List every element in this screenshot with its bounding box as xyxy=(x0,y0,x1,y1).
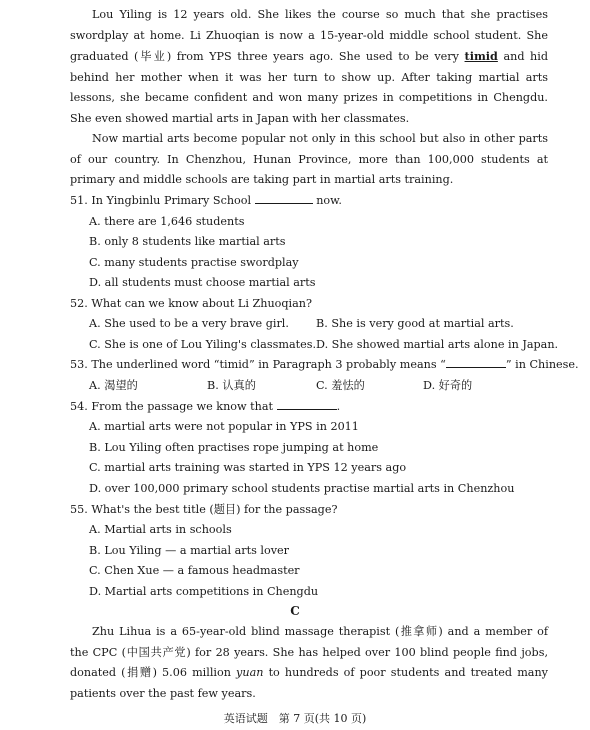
question-stem-end: . xyxy=(336,400,341,413)
option-53-b: B. 认真的 xyxy=(207,379,256,392)
option-53-c: C. 羞怯的 xyxy=(316,379,365,392)
option-54-a: A. martial arts were not popular in YPS in 2011 xyxy=(89,420,359,433)
option-53-a: A. 渴望的 xyxy=(89,379,138,392)
option-51-a: A. there are 1,646 students xyxy=(89,215,245,228)
option-54-d: D. over 100,000 primary school students practise martial arts in Chenzhou xyxy=(89,482,515,495)
question-stem-end: now. xyxy=(316,194,342,207)
section-c-heading: C xyxy=(290,604,300,618)
paragraph-text: Zhu Lihua is a 65-year-old blind massage therapist (推拿师) and a member of the CPC (中国共产党) for 28 years. She has helped over 100 blind people find jobs, donated (捐赠) 5.06 million xyxy=(70,625,548,680)
question-54 xyxy=(70,397,340,418)
option-52-b: B. She is very good at martial arts. xyxy=(316,317,514,330)
paragraph-text: Lou Yiling is 12 years old. She likes the course so much that she practises swordplay at home. Li Zhuoqian is now a 15-year-old middle school student. She graduated (毕业) from YPS three years ago. She used to be very xyxy=(70,8,548,64)
question-51 xyxy=(70,191,342,212)
question-stem: 53. The underlined word “timid” in Paragraph 3 probably means “ xyxy=(70,358,446,371)
question-stem: 51. In Yingbinlu Primary School xyxy=(70,194,252,207)
option-51-d: D. all students must choose martial arts xyxy=(89,276,316,289)
paragraph-text: to hundreds of poor students and treated many patients over the past few years. xyxy=(70,666,549,700)
question-stem: 54. From the passage we know that xyxy=(70,400,274,413)
option-53-d: D. 好奇的 xyxy=(423,379,473,392)
page-footer: 英语试题 第 7 页(共 10 页) xyxy=(223,712,367,725)
paragraph-text: Now martial arts become popular not only in this school but also in other parts of our country. In Chenzhou, Hunan Province, more than 100,000 students at primary and middle schools are taking part in martial arts training. xyxy=(70,132,548,187)
option-51-c: C. many students practise swordplay xyxy=(89,256,299,269)
passage-paragraph-4 xyxy=(70,129,548,191)
option-51-b: B. only 8 students like martial arts xyxy=(89,235,286,248)
underlined-word: timid xyxy=(464,49,498,64)
question-stem-end: ” in Chinese. xyxy=(505,358,579,371)
question-55: 55. What's the best title (题目) for the passage? xyxy=(70,503,338,516)
section-c-paragraph xyxy=(70,622,548,704)
italic-word: yuan xyxy=(236,666,264,680)
answer-blank xyxy=(277,398,337,410)
option-52-c: C. She is one of Lou Yiling's classmates. xyxy=(89,338,317,351)
option-55-a: A. Martial arts in schools xyxy=(89,523,232,536)
option-54-b: B. Lou Yiling often practises rope jumping at home xyxy=(89,441,379,454)
question-52: 52. What can we know about Li Zhuoqian? xyxy=(70,297,312,310)
question-53 xyxy=(70,355,579,376)
answer-blank xyxy=(446,356,506,368)
option-52-a: A. She used to be a very brave girl. xyxy=(89,317,289,330)
option-55-b: B. Lou Yiling — a martial arts lover xyxy=(89,544,289,557)
paragraph-text: and hid behind her mother when it was her turn to show up. After taking martial arts lessons, she became confident and won many prizes in competitions in Chengdu. She even showed martial arts in Japan with her classmates. xyxy=(70,50,548,125)
option-55-c: C. Chen Xue — a famous headmaster xyxy=(89,564,300,577)
passage-paragraph-3 xyxy=(70,5,548,130)
option-54-c: C. martial arts training was started in YPS 12 years ago xyxy=(89,461,407,474)
option-55-d: D. Martial arts competitions in Chengdu xyxy=(89,585,319,598)
option-52-d: D. She showed martial arts alone in Japan. xyxy=(316,338,559,351)
answer-blank xyxy=(255,192,313,204)
